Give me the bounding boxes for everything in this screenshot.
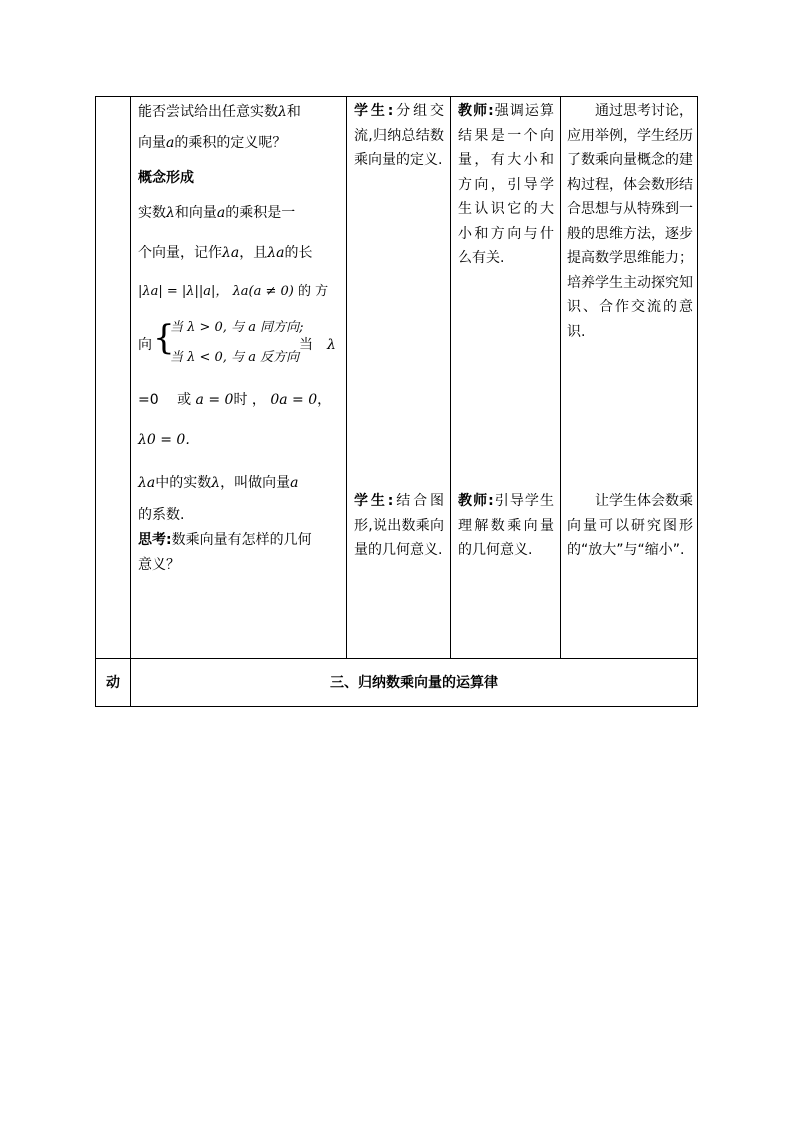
definition-line-3: |λa| = |λ||a|， λa(a ≠ 0) 的 方	[138, 284, 329, 299]
table-right-border	[697, 96, 698, 707]
col-divider-3	[450, 96, 451, 659]
concept-heading: 概念形成	[138, 170, 194, 186]
case-positive: 当 λ > 0, 与 a 同方向;	[170, 320, 304, 335]
teacher-activity-1: 教师:强调运算结果是一个向量，有大小和方向，引导学生认识它的大小和方向与什么有关.	[458, 103, 554, 266]
table-left-border	[95, 96, 96, 707]
col-divider-2	[346, 96, 347, 659]
col-divider-1	[130, 96, 131, 707]
student-activity-2: 学生:结合图形,说出数乘向量的几何意义.	[354, 493, 444, 558]
direction-end: 当 λ	[299, 337, 336, 353]
design-purpose-1: 通过思考讨论，应用举例，学生经历了数乘向量概念的建构过程，体会数形结合思想与从特殊到一般的思维方法，逐步提高数学思维能力；培养学生主动探究知识、合作交流的意识.	[567, 103, 693, 340]
question-line-1: 能否尝试给出任意实数λ和	[138, 104, 301, 120]
question-line-2: 向量a的乘积的定义呢？	[138, 135, 287, 151]
stage-label: 动	[106, 675, 120, 691]
coefficient-end: 的系数.	[138, 507, 185, 523]
direction-label: 向	[138, 337, 152, 353]
table-bottom-border	[95, 706, 698, 707]
table-top-border	[95, 96, 698, 97]
definition-line-2: 个向量，记作λa，且λa的长	[138, 245, 313, 261]
cases-brace: {	[153, 318, 175, 358]
section-title: 三、归纳数乘向量的运算律	[330, 675, 498, 691]
design-purpose-2: 让学生体会数乘向量可以研究图形的“放大”与“缩小”.	[567, 493, 693, 558]
student-activity-1: 学生:分组交流,归纳总结数乘向量的定义.	[354, 103, 444, 168]
row-divider	[95, 658, 698, 659]
definition-line-1: 实数λ和向量a的乘积是一	[138, 205, 296, 221]
think-question: 思考:数乘向量有怎样的几何 意义？	[138, 532, 312, 573]
lambda-zero-line: λ0 = 0.	[138, 432, 190, 448]
col-divider-4	[560, 96, 561, 659]
coefficient-line: λa中的实数λ，叫做向量a	[138, 475, 299, 491]
teacher-activity-2: 教师:引导学生理解数乘向量的几何意义.	[458, 493, 554, 558]
case-negative: 当 λ < 0, 与 a 反方向	[170, 350, 300, 365]
zero-case-line: =0 或 a = 0时 ， 0a = 0，	[138, 392, 332, 408]
